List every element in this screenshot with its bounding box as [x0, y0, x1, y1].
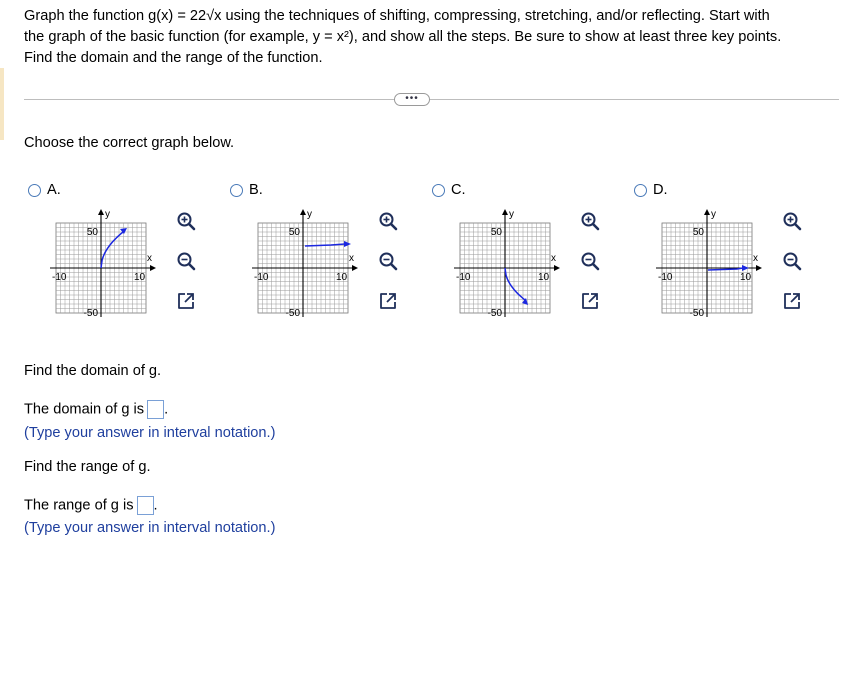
graph-b[interactable] [248, 205, 358, 325]
graph-a[interactable] [46, 205, 156, 325]
range-hint: (Type your answer in interval notation.) [24, 520, 276, 536]
graph-d[interactable] [652, 205, 762, 325]
graph-svg [450, 205, 560, 325]
y-axis-label: y [105, 209, 110, 220]
option-d[interactable] [634, 180, 668, 200]
zoom-out-icon[interactable] [377, 250, 399, 272]
open-new-window-icon[interactable] [377, 290, 399, 312]
y-max-label: 50 [86, 227, 98, 238]
y-axis-arrow [704, 209, 710, 215]
expand-more-button[interactable]: ••• [394, 93, 430, 106]
x-max-label: 10 [134, 272, 146, 283]
y-axis-label: y [307, 209, 312, 220]
y-axis-label: y [711, 209, 716, 220]
option-d-label: D. [653, 182, 668, 198]
option-a[interactable] [28, 180, 61, 200]
section-divider [24, 99, 839, 100]
option-c-label: C. [451, 182, 466, 198]
graph-svg [248, 205, 358, 325]
y-min-label: -50 [83, 308, 98, 319]
zoom-out-icon[interactable] [175, 250, 197, 272]
domain-hint: (Type your answer in interval notation.) [24, 425, 276, 441]
option-a-radio[interactable] [28, 184, 41, 197]
y-min-label: -50 [285, 308, 300, 319]
y-max-label: 50 [288, 227, 300, 238]
x-axis-arrow [554, 265, 560, 271]
x-axis-label: x [753, 253, 758, 264]
prompt-line-1: Graph the function g(x) = 22√x using the techniques of shifting, compressing, stretching, and/or reflecting. Start with [24, 8, 770, 24]
domain-question: Find the domain of g. [24, 363, 162, 379]
option-c[interactable] [432, 180, 466, 200]
x-min-label: -10 [254, 272, 269, 283]
prompt-line-3: Find the domain and the range of the function. [24, 50, 323, 66]
question-prompt [24, 6, 839, 69]
zoom-in-icon[interactable] [175, 210, 197, 232]
domain-answer-line [24, 400, 168, 419]
open-new-window-icon[interactable] [781, 290, 803, 312]
zoom-out-icon[interactable] [579, 250, 601, 272]
x-min-label: -10 [52, 272, 67, 283]
x-axis-arrow [756, 265, 762, 271]
domain-answer-prefix: The domain of g is [24, 401, 145, 418]
y-axis-label: y [509, 209, 514, 220]
x-axis-label: x [349, 253, 354, 264]
zoom-out-icon[interactable] [781, 250, 803, 272]
x-min-label: -10 [456, 272, 471, 283]
open-new-window-icon[interactable] [175, 290, 197, 312]
prompt-line-2: the graph of the basic function (for example, y = x²), and show all the steps. Be sure to show at least three key points. [24, 29, 782, 45]
y-axis-arrow [98, 209, 104, 215]
zoom-in-icon[interactable] [377, 210, 399, 232]
graph-svg [46, 205, 156, 325]
y-min-label: -50 [487, 308, 502, 319]
graph-c[interactable] [450, 205, 560, 325]
choose-graph-label: Choose the correct graph below. [24, 135, 235, 151]
x-max-label: 10 [538, 272, 550, 283]
option-a-label: A. [47, 182, 61, 198]
range-answer-prefix: The range of g is [24, 497, 134, 514]
x-axis-arrow [352, 265, 358, 271]
x-min-label: -10 [658, 272, 673, 283]
domain-answer-suffix: . [164, 401, 169, 418]
range-question: Find the range of g. [24, 459, 151, 475]
y-axis-arrow [502, 209, 508, 215]
y-max-label: 50 [692, 227, 704, 238]
zoom-in-icon[interactable] [781, 210, 803, 232]
option-d-radio[interactable] [634, 184, 647, 197]
open-new-window-icon[interactable] [579, 290, 601, 312]
option-b-radio[interactable] [230, 184, 243, 197]
range-answer-input[interactable] [137, 496, 154, 515]
left-accent-bar [0, 68, 4, 140]
y-min-label: -50 [689, 308, 704, 319]
zoom-in-icon[interactable] [579, 210, 601, 232]
graph-svg [652, 205, 762, 325]
x-axis-label: x [147, 253, 152, 264]
x-max-label: 10 [336, 272, 348, 283]
x-axis-label: x [551, 253, 556, 264]
option-b-label: B. [249, 182, 263, 198]
y-max-label: 50 [490, 227, 502, 238]
domain-answer-input[interactable] [147, 400, 164, 419]
x-max-label: 10 [740, 272, 752, 283]
y-axis-arrow [300, 209, 306, 215]
range-answer-line [24, 496, 158, 515]
x-axis-arrow [150, 265, 156, 271]
option-c-radio[interactable] [432, 184, 445, 197]
option-b[interactable] [230, 180, 263, 200]
range-answer-suffix: . [153, 497, 158, 514]
